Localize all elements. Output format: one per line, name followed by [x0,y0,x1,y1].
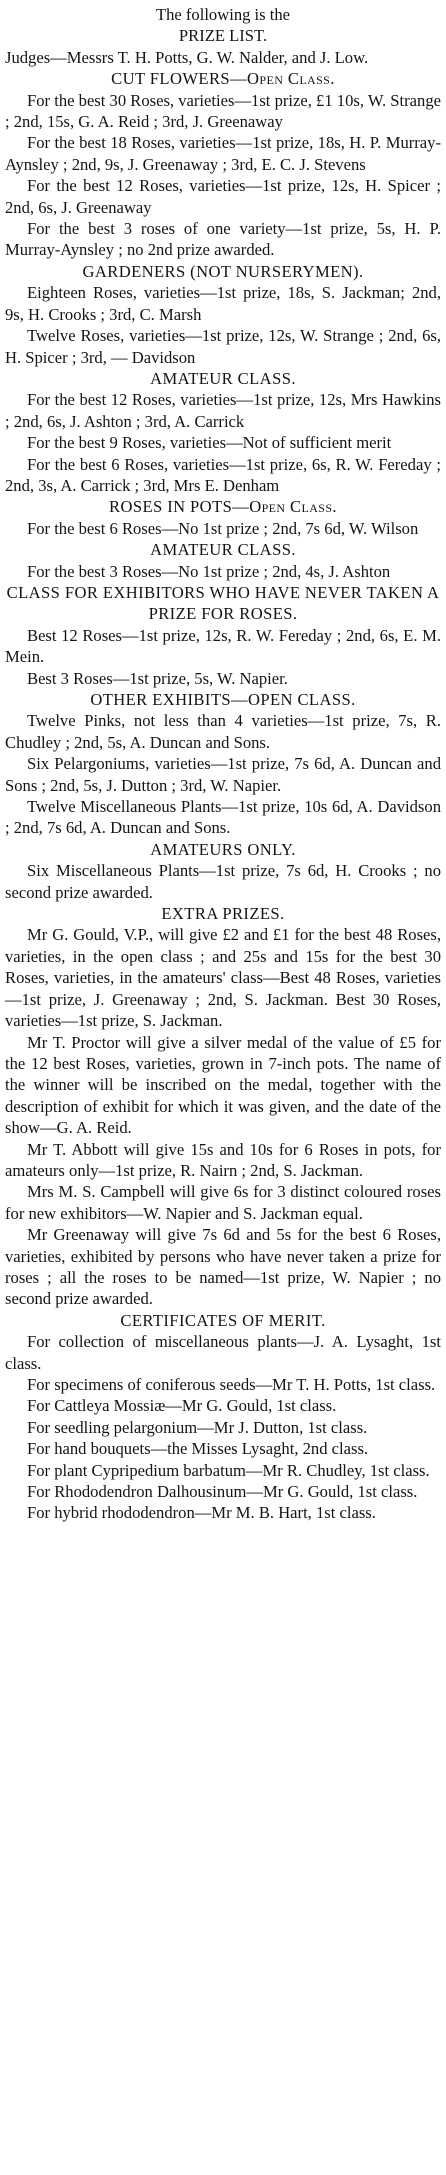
section-heading: OTHER EXHIBITS—OPEN CLASS. [90,690,356,709]
section-heading: CUT FLOWERS—Open Class. [111,69,335,89]
section-heading: AMATEUR CLASS. [150,540,296,560]
prize-entry: Mr T. Abbott will give 15s and 10s for 6 Roses in pots, for amateurs only—1st prize, R. Nairn ; 2nd, S. Jackman. [5,1139,441,1180]
prize-entry: For the best 3 Roses—No 1st prize ; 2nd, 4s, J. Ashton [27,561,391,581]
prize-entry: Mrs M. S. Campbell will give 6s for 3 distinct coloured roses for new exhibitors—W. Napier and S. Jackman equal. [5,1182,441,1223]
certificate-entry: For collection of miscellaneous plants—J. A. Lysaght, 1st class. [5,1332,441,1373]
intro-line: The following is the [155,5,291,24]
prize-entry: For the best 9 Roses, varieties—Not of sufficient merit [27,433,392,453]
prize-entry: For the best 12 Roses, varieties—1st prize, 12s, H. Spicer ; 2nd, 6s, J. Greenaway [5,176,441,217]
prize-entry: Mr T. Proctor will give a silver medal of the value of £5 for the 12 best Roses, varieties, grown in 7-inch pots. The name of the winner will be inscribed on the medal, together with the description of exhibit for which it was given, and the date of the show—G. A. Reid. [5,1032,441,1138]
prize-entry: Best 3 Roses—1st prize, 5s, W. Napier. [27,668,288,688]
certificate-entry: For hybrid rhododendron—Mr M. B. Hart, 1st class. [27,1503,376,1523]
prize-entry: For the best 3 roses of one variety—1st prize, 5s, H. P. Murray-Aynsley ; no 2nd prize awarded. [5,219,441,260]
prize-entry: For the best 12 Roses, varieties—1st prize, 12s, Mrs Hawkins ; 2nd, 6s, J. Ashton ; 3rd, A. Carrick [5,390,441,431]
prize-entry: Twelve Roses, varieties—1st prize, 12s, W. Strange ; 2nd, 6s, H. Spicer ; 3rd, — Davidson [5,326,441,367]
certificate-entry: For specimens of coniferous seeds—Mr T. H. Potts, 1st class. [27,1375,436,1394]
prize-entry: Best 12 Roses—1st prize, 12s, R. W. Fereday ; 2nd, 6s, E. M. Mein. [5,625,441,667]
prize-entry: Six Miscellaneous Plants—1st prize, 7s 6d, H. Crooks ; no second prize awarded. [5,861,441,902]
prize-entry: For the best 18 Roses, varieties—1st prize, 18s, H. P. Murray-Aynsley ; 2nd, 9s, J. Greenaway ; 3rd, E. C. J. Stevens [5,133,441,174]
section-heading: AMATEUR CLASS. [150,368,296,388]
certificate-entry: For hand bouquets—the Misses Lysaght, 2nd class. [27,1439,369,1459]
section-heading: GARDENERS (NOT NURSERYMEN). [82,261,364,281]
prize-entry: Twelve Pinks, not less than 4 varieties—1st prize, 7s, R. Chudley ; 2nd, 5s, A. Duncan and Sons. [5,711,441,752]
section-heading: ROSES IN POTS—Open Class. [109,497,337,517]
prize-entry: For the best 6 Roses, varieties—1st prize, 6s, R. W. Fereday ; 2nd, 3s, A. Carrick ; 3rd, Mrs E. Denham [5,454,441,495]
certificate-entry: For plant Cypripedium barbatum—Mr R. Chudley, 1st class. [27,1460,430,1480]
prize-entry: For the best 6 Roses—No 1st prize ; 2nd, 7s 6d, W. Wilson [27,518,419,538]
prize-entry: Eighteen Roses, varieties—1st prize, 18s, S. Jackman; 2nd, 9s, H. Crooks ; 3rd, C. Marsh [5,283,441,324]
judges-line: Judges—Messrs T. H. Potts, G. W. Nalder, and J. Low. [5,47,369,67]
certificate-entry: For seedling pelargonium—Mr J. Dutton, 1st class. [27,1417,368,1437]
prize-entry: For the best 30 Roses, varieties—1st prize, £1 10s, W. Strange ; 2nd, 15s, G. A. Reid ; 3rd, J. Greenaway [5,90,441,132]
section-heading: CERTIFICATES OF MERIT. [120,1310,326,1330]
section-heading: EXTRA PRIZES. [161,904,285,924]
section-heading: CLASS FOR EXHIBITORS WHO HAVE NEVER TAKEN A PRIZE FOR ROSES. [6,582,440,624]
section-heading: AMATEURS ONLY. [150,839,296,859]
prize-entry: Six Pelargoniums, varieties—1st prize, 7s 6d, A. Duncan and Sons ; 2nd, 5s, J. Dutton ; 3rd, W. Napier. [5,754,441,795]
prize-entry: Twelve Miscellaneous Plants—1st prize, 10s 6d, A. Davidson ; 2nd, 7s 6d, A. Duncan and Sons. [5,797,441,838]
prize-list-heading: PRIZE LIST. [178,26,268,46]
certificate-entry: For Rhododendron Dalhousinum—Mr G. Gould, 1st class. [27,1482,418,1502]
prize-entry: Mr Greenaway will give 7s 6d and 5s for the best 6 Roses, varieties, exhibited by persons who have never taken a prize for roses ; all the roses to be named—1st prize, W. Napier ; no second prize awarded. [5,1225,441,1309]
certificate-entry: For Cattleya Mossiæ—Mr G. Gould, 1st class. [27,1396,337,1416]
prize-entry: Mr G. Gould, V.P., will give £2 and £1 for the best 48 Roses, varieties, in the open class ; and 25s and 15s for the best 30 Roses, varieties, in the amateurs' class—Best 48 Roses, varieties—1st prize, J. Greenaway ; 2nd, S. Jackman. Best 30 Roses, varieties—1st prize, S. Jackman. [5,925,441,1031]
